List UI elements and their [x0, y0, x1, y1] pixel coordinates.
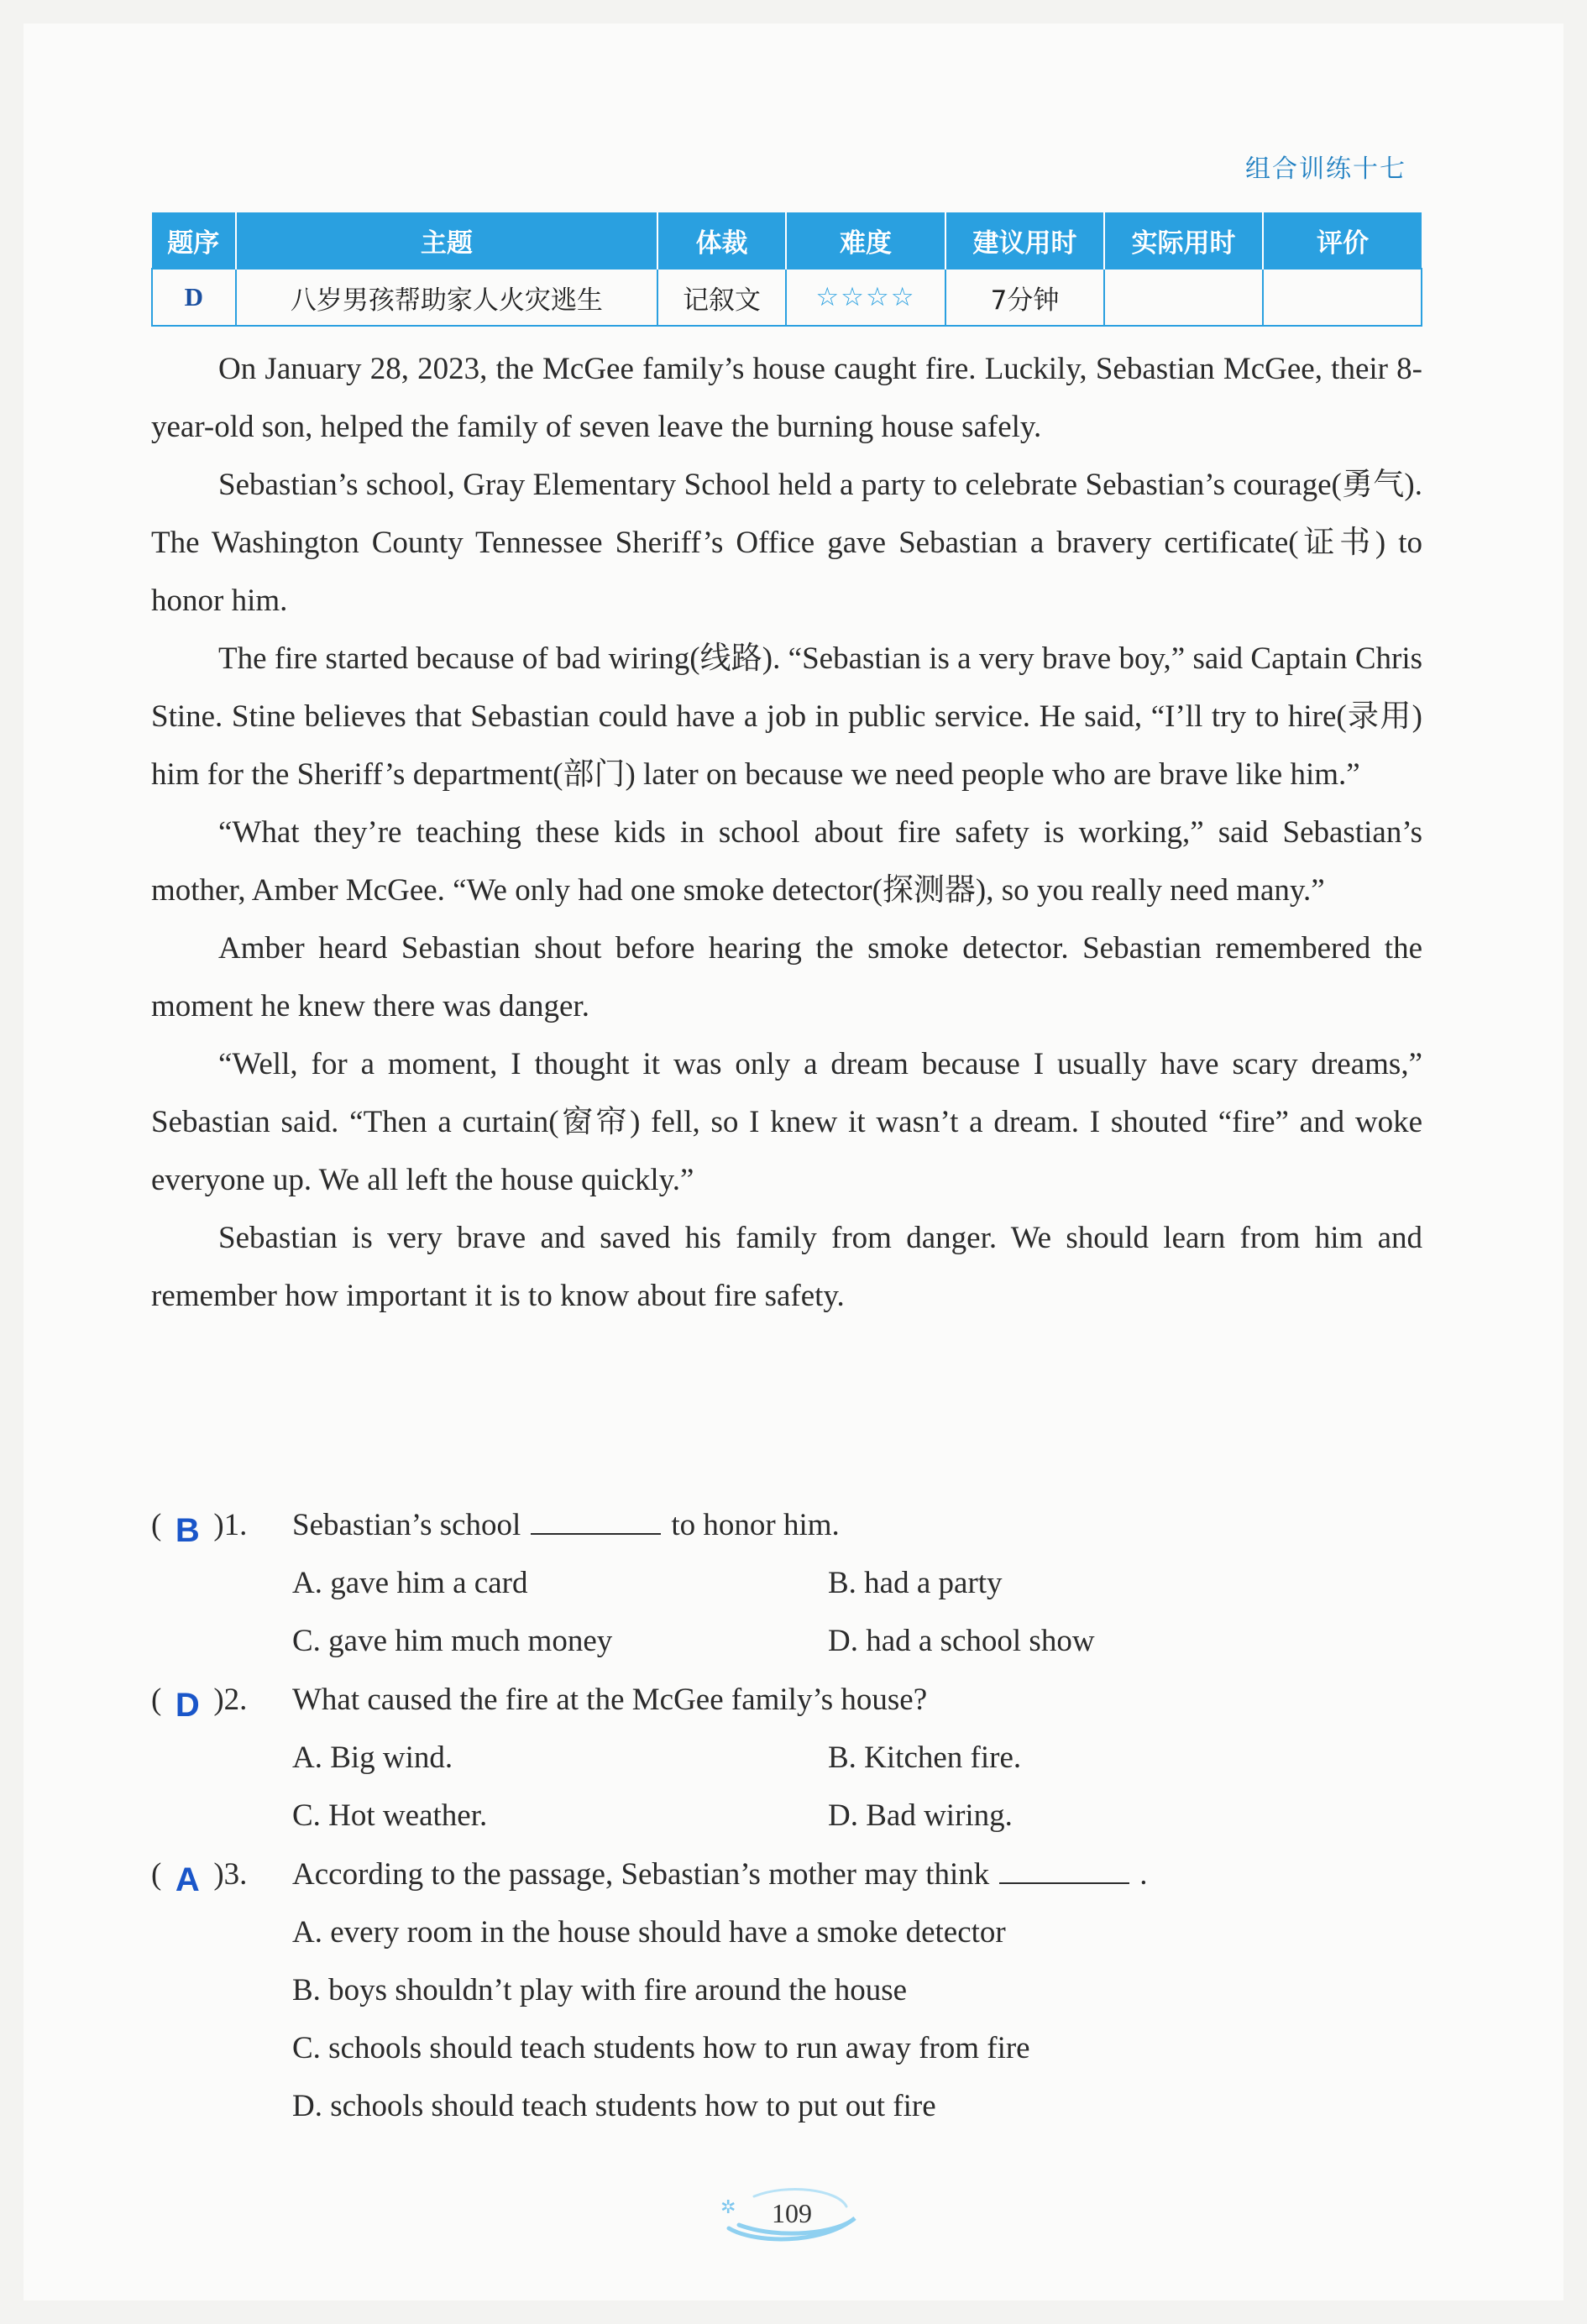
fill-blank[interactable] [531, 1508, 661, 1535]
option-a[interactable]: A. gave him a card [292, 1566, 528, 1600]
answer-bracket [151, 1670, 292, 1729]
section-title: 组合训练十七 [1245, 154, 1406, 184]
question-number: )3. [213, 1857, 248, 1892]
answer-3[interactable]: A [175, 1861, 200, 1898]
col-header: 体裁 [657, 212, 786, 269]
question-stem [292, 1496, 840, 1554]
stem-text: to honor him. [671, 1508, 840, 1542]
col-header: 评价 [1263, 212, 1422, 269]
paragraph: On January 28, 2023, the McGee family’s house caught fire. Luckily, Sebastian McGee, their 8-year-old son, helped the family of seven leave the burning house safely. [151, 352, 1422, 444]
question-1 [151, 1495, 1422, 1554]
cell-evaluation[interactable] [1263, 269, 1422, 326]
stem-text: Sebastian’s school [292, 1508, 521, 1542]
question-stem [292, 1845, 1148, 1903]
option-c[interactable]: C. Hot weather. [292, 1798, 488, 1833]
option-c[interactable]: C. schools should teach students how to run away from fire [292, 2031, 1030, 2065]
info-table-row [152, 269, 1422, 326]
paragraph: The fire started because of bad wiring(线路). “Sebastian is a very brave boy,” said Captain Chris Stine. Stine believes that Sebastian could have a job in public service. He said, “I’ll try to hire(录用) him for the Sheriff’s department(部门) later on because we need people who are brave like him.” [151, 641, 1422, 792]
options-row [151, 1729, 1422, 1787]
fill-blank[interactable] [999, 1857, 1129, 1884]
cell-actual-time[interactable] [1104, 269, 1263, 326]
col-header: 主题 [236, 212, 658, 269]
paragraph: Sebastian’s school, Gray Elementary School held a party to celebrate Sebastian’s courage(勇气). The Washington County Tennessee Sheriff’s Office gave Sebastian a bravery certificate(证书) to honor him. [151, 468, 1422, 618]
paren-open: ( [151, 1683, 162, 1717]
paren-open: ( [151, 1508, 162, 1542]
info-table [151, 212, 1422, 327]
paren-open: ( [151, 1857, 162, 1892]
options-row [151, 1612, 1422, 1670]
info-table-header [152, 212, 1422, 269]
option-c[interactable]: C. gave him much money [292, 1624, 613, 1658]
option-d[interactable]: D. had a school show [828, 1624, 1095, 1658]
question-2 [151, 1670, 1422, 1729]
answer-bracket [151, 1495, 292, 1554]
col-header: 难度 [786, 212, 945, 269]
stem-text: According to the passage, Sebastian’s mother may think [292, 1857, 990, 1892]
question-number: )2. [213, 1683, 248, 1717]
paragraph: Sebastian is very brave and saved his family from danger. We should learn from him and remember how important it is to know about fire safety. [151, 1221, 1422, 1313]
options-row [151, 1554, 1422, 1612]
col-header: 题序 [152, 212, 236, 269]
paragraph: “What they’re teaching these kids in school about fire safety is working,” said Sebastian’s mother, Amber McGee. “We only had one smoke detector(探测器), so you really need many.” [151, 815, 1422, 908]
stem-text: . [1139, 1857, 1148, 1892]
paragraph: Amber heard Sebastian shout before hearing the smoke detector. Sebastian remembered the moment he knew there was danger. [151, 931, 1422, 1023]
svg-text:✲: ✲ [720, 2197, 736, 2218]
cell-genre: 记叙文 [657, 269, 786, 326]
option-a[interactable]: A. Big wind. [292, 1740, 453, 1775]
answer-bracket [151, 1845, 292, 1903]
questions [151, 1495, 1422, 2135]
col-header: 实际用时 [1104, 212, 1263, 269]
cell-id: D [152, 269, 236, 326]
cell-topic: 八岁男孩帮助家人火灾逃生 [236, 269, 658, 326]
option-b[interactable]: B. Kitchen fire. [828, 1740, 1022, 1775]
option-b[interactable]: B. boys shouldn’t play with fire around the house [292, 1973, 908, 2007]
answer-1[interactable]: B [175, 1512, 200, 1549]
page-number-text: 109 [772, 2198, 812, 2228]
col-header: 建议用时 [945, 212, 1104, 269]
option-b[interactable]: B. had a party [828, 1566, 1003, 1600]
options-row [151, 1787, 1422, 1845]
question-number: )1. [213, 1508, 248, 1542]
article [151, 340, 1422, 1325]
question-stem: What caused the fire at the McGee family’s house? [292, 1683, 928, 1717]
page-number [720, 2190, 838, 2237]
answer-2[interactable]: D [175, 1687, 200, 1724]
cell-suggested-time: 7分钟 [945, 269, 1104, 326]
paragraph: “Well, for a moment, I thought it was only a dream because I usually have scary dreams,” Sebastian said. “Then a curtain(窗帘) fell, so I knew it wasn’t a dream. I shouted “fire” and woke everyone up. We all left the house quickly.” [151, 1047, 1422, 1197]
option-a[interactable]: A. every room in the house should have a smoke detector [292, 1915, 1006, 1950]
option-d[interactable]: D. schools should teach students how to put out fire [292, 2089, 936, 2123]
question-3 [151, 1845, 1422, 1903]
cell-difficulty: ☆☆☆☆ [786, 269, 945, 326]
option-d[interactable]: D. Bad wiring. [828, 1798, 1013, 1833]
